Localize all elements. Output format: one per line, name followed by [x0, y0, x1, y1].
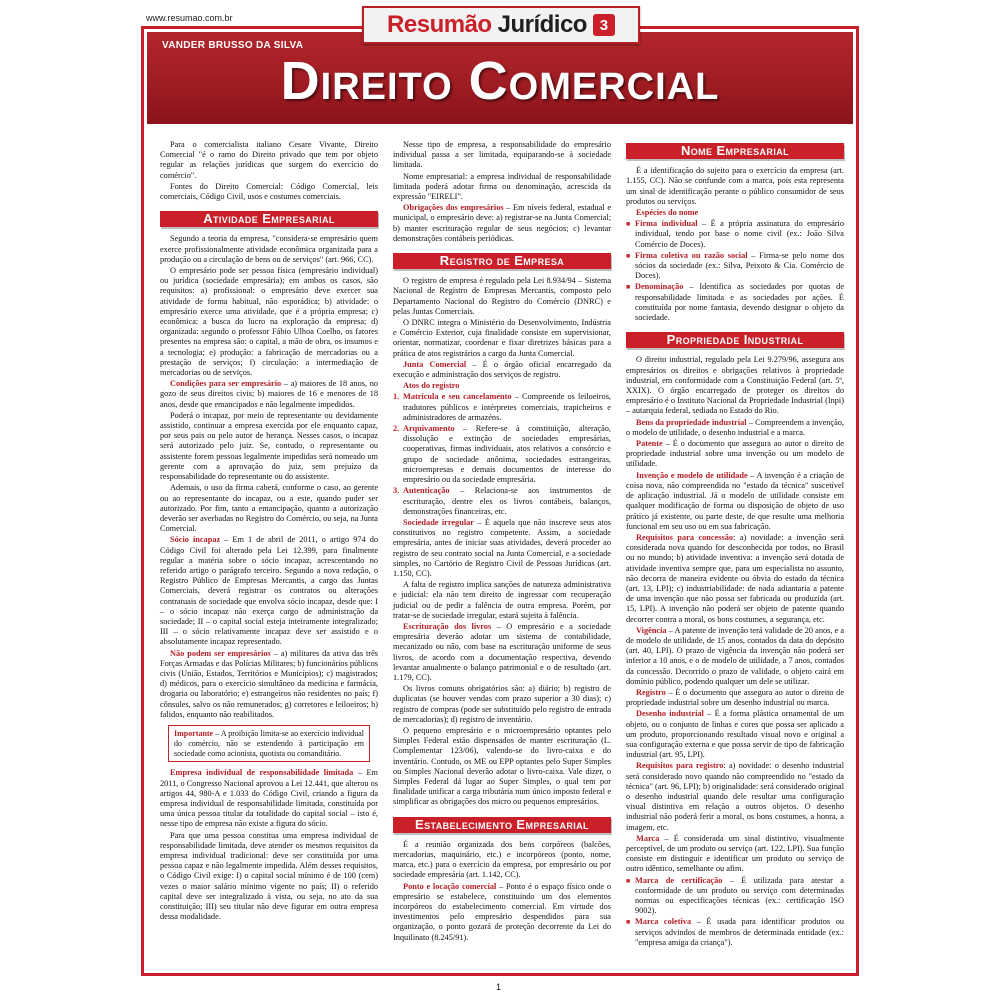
inline-text: – Compreende os leiloeiros, tradutores públicos e intérpretes comerciais, trapicheiros e administradores de armazéns.	[403, 392, 612, 422]
inline-label: Vigência	[636, 625, 667, 635]
inline-label: Empresa individual de responsabilidade limitada	[170, 768, 354, 778]
list-item	[393, 486, 611, 517]
author-name: VANDER BRUSSO DA SILVA	[162, 40, 304, 51]
inline-label: Sócio incapaz	[170, 535, 221, 545]
inline-label: Desenho industrial	[636, 709, 704, 719]
inline-label: Registro	[636, 687, 666, 697]
inline-label: Matrícula e seu cancelamento	[403, 392, 512, 402]
paragraph	[626, 626, 844, 687]
paragraph	[160, 768, 378, 829]
paragraph: Nesse tipo de empresa, a responsabilidade do empresário individual passa a ser limitada, equiparando-se à sociedade limitada.	[393, 140, 611, 170]
inline-label: Obrigações dos empresários	[403, 203, 504, 213]
inline-text: – É o órgão oficial encarregado da execução e administração dos serviços de registro.	[393, 359, 612, 380]
inline-label: Requisitos para concessão	[636, 532, 734, 542]
inline-text: : a) novidade: o desenho industrial será considerado novo quando não compreendido no "estado da técnica" (art. 96, LPI); b) originalidade: será considerado original o desenho industrial quando dele resultar uma configuração visual distintiva em relação a outros objetos. O desenho industrial não poderá ferir a moral, os bons costumes, a honra, a imagem, etc.	[626, 761, 845, 832]
paragraph	[393, 622, 611, 683]
inline-text: – Compreendem a invenção, o modelo de utilidade, o desenho industrial e a marca.	[626, 417, 844, 437]
paragraph	[393, 203, 611, 244]
paragraph	[393, 360, 611, 380]
inline-label: Firma individual	[635, 219, 698, 229]
inline-text: – É utilizada para atestar a conformidade de um produto ou serviço com determinadas normas ou especificações técnicas (ex.: certificação ISO 9002).	[635, 875, 844, 916]
inline-label: Invenção e modelo de utilidade	[636, 470, 748, 480]
important-note-box	[168, 725, 370, 762]
paragraph: Poderá o incapaz, por meio de representante ou devidamente assistido, continuar a empresa exercida por ele enquanto capaz, por seus pais ou pelo autor de herança. Nesses casos, o incapaz será autorizado pelo juiz. Se, contudo, o representante ou assistente forem pessoas legalmente impedidas será nomeado um gerente com a aprovação do juiz, sem prejuízo da responsabilidade do representante ou do assistente.	[160, 410, 378, 482]
item-number: 3.	[393, 486, 400, 496]
paragraph	[626, 834, 844, 875]
section-heading-atividade-empresarial: Atividade Empresarial	[160, 211, 378, 227]
page-number: 1	[496, 982, 502, 992]
inline-label: Autenticação	[403, 486, 450, 496]
inline-label: Sociedade irregular	[403, 517, 474, 527]
section-heading-propriedade-industrial: Propriedade Industrial	[626, 332, 844, 348]
inline-text: – A invenção é a criação de coisa nova, não compreendida no "estado da técnica" suscetível de aplicação industrial. Já o modelo de utilidade consiste em qualquer modificação de forma ou disposição de objeto de uso prático já existente, ou parte deste, de que resulte uma melhoria funcional em seu uso ou em sua fabricação.	[626, 470, 844, 531]
inline-label: Denominação	[635, 282, 684, 292]
column-3	[626, 140, 844, 949]
site-url: www.resumao.com.br	[146, 13, 233, 23]
inline-text: – a) militares da ativa das três Forças Armadas e das Polícias Militares; b) funcionários públicos civis (União, Estados, Territórios e Municípios); c) magistrados; d) médicos, para o exercício simultâneo da medicina e farmácia, drogaria ou laboratório; e) estrangeiros não residentes no país; f) cônsules, salvo os não remunerados; g) corretores e leiloeiros; h) falidos, enquanto não reabilitados.	[160, 648, 378, 719]
section-heading-estabelecimento-empresarial: Estabelecimento Empresarial	[393, 817, 611, 833]
inline-text: – É a forma plástica ornamental de um objeto, ou o conjunto de linhas e cores que possa ser aplicado a um produto, proporcionando resultado visual novo e original a sua configuração externa e que possa servir de tipo de fabricação industrial (art. 95, LPI).	[626, 709, 844, 760]
inline-text: – É a própria assinatura do empresário individual, tendo por base o nome civil (ex.: João Silva Comércio de Doces).	[635, 219, 844, 249]
paragraph: O direito industrial, regulado pela Lei 9.279/96, assegura aos empresários os direitos e obrigações relativos à propriedade industrial, em conformidade com a Constituição Federal (art. 5º, XXIX). O órgão encarregado de proteger os direitos do empresário é o Instituto Nacional da Propriedade Industrial (Inpi) – autarquia federal, sediada no Estado do Rio.	[626, 355, 844, 416]
inline-text: – Refere-se à constituição, alteração, dissolução e extinção de sociedades empresárias, cooperativas, firmas individuais, atos relativos a consórcio e grupo de sociedade anônima, sociedades estrangeiras, microempresas e demais documentos de interesse do empresário ou da sociedade empresária.	[403, 424, 611, 485]
paragraph	[626, 439, 844, 470]
list-item	[626, 251, 844, 282]
paragraph	[393, 882, 611, 943]
paragraph: Nome empresarial: a empresa individual de responsabilidade limitada poderá adotar firma ou denominação, acrescida da expressão "EIRELI".	[393, 171, 611, 202]
paragraph	[626, 688, 844, 708]
inline-label: Arquivamento	[403, 424, 455, 434]
paragraph	[393, 518, 611, 579]
paragraph: O DNRC integra o Ministério do Desenvolvimento, Indústria e Comércio Exterior, cuja finalidade consiste em supervisionar, orientar, normatizar, coordenar e fixar diretrizes básicas para a prática de atos registrários a cargo da Junta Comercial.	[393, 318, 611, 358]
item-number: 1.	[393, 392, 400, 402]
inline-text: – Em 2011, o Congresso Nacional aprovou a Lei 12.441, que alterou os artigos 44, 980-A e 1.033 do Código Civil, criando a figura da empresa individual de responsabilidade limitada, constituída por uma única pessoa titular da totalidade do capital social – isto é, nesse tipo de empresa não existe a figura do sócio.	[160, 768, 378, 829]
inline-label: Marca de certificação	[635, 875, 723, 885]
inline-label: Junta Comercial	[403, 359, 467, 369]
inline-text: – A patente de invenção terá validade de 20 anos, e a de modelo de utilidade, de 15 anos, contados da data do depósito (art. 40, LPI). O prazo de vigência da invenção não poderá ser inferior a 10 anos, e o de modelo de utilidade, a 7 anos, contados da concessão. Decorrido o prazo de validade, o objeto cairá em domínio público, podendo qualquer um dele se utilizar.	[626, 625, 845, 686]
inline-label: Requisitos para registro	[636, 761, 724, 771]
inline-text: – Relaciona-se aos instrumentos de escrituração, dentre eles os livros contábeis, balanços, demonstrações financeiras, etc.	[403, 486, 611, 516]
paragraph: Segundo a teoria da empresa, "considera-se empresário quem exerce profissionalmente atividade econômica organizada para a produção ou a circulação de bens ou de serviços" (art. 966, CC).	[160, 234, 378, 264]
paragraph	[160, 379, 378, 410]
paragraph	[626, 761, 844, 832]
inline-text: – É aquela que não inscreve seus atos constitutivos no registro competente. Assim, a sociedade empresária, antes de iniciar suas atividades, deverá proceder ao registro de seu contrato social na Junta Comercial, e a sociedade simples, no Cartório de Registro Civil de Pessoas Jurídicas (art. 1.150, CC).	[393, 517, 612, 578]
paragraph: Ademais, o uso da firma caberá, conforme o caso, ao gerente ou ao representante do incapaz, ou a este, quando puder ser autorizado. Por fim, tanto a emancipação, quanto a autorização deverão ser averbadas no Registro do Comércio, ou seja, na Junta Comercial.	[160, 483, 378, 534]
paragraph: O registro de empresa é regulado pela Lei 8.934/94 – Sistema Nacional de Registro de Empresas Mercantis, composto pelo Departamento Nacional do Registro do Comércio (DNRC) e pelas Juntas Comerciais.	[393, 276, 611, 316]
subheading-especies-do-nome	[626, 208, 844, 218]
list-item	[626, 917, 844, 948]
list-item	[626, 219, 844, 250]
inline-label: Condições para ser empresário	[170, 379, 282, 389]
list-item	[393, 424, 611, 485]
inline-text: – a) maiores de 18 anos, no gozo de seus direitos civis; b) maiores de 16 e menores de 18 anos, desde que emancipados e não legalmente impedidos.	[160, 379, 378, 409]
column-1	[160, 140, 378, 923]
paragraph: A falta de registro implica sanções de natureza administrativa e judicial: ela não tem direito de ingressar com recuperação judicial ou de pedir a falência de outra empresa. Porém, por tratar-se de sociedade irregular, estará sujeita à falência.	[393, 580, 611, 620]
inline-text: – É considerada um sinal distintivo, visualmente perceptível, de um produto ou serviço (art. 122, LPI). Sua função consiste em distinguir e identificar um produto ou serviço de outro idêntico, semelhante ou afim.	[626, 833, 844, 874]
section-heading-nome-empresarial: Nome Empresarial	[626, 143, 844, 159]
paragraph	[626, 709, 844, 760]
inline-text: – É o documento que assegura ao autor o direito de propriedade industrial sobre um desenho industrial ou marca.	[626, 687, 844, 708]
note-label: Importante	[174, 728, 214, 738]
intro-paragraph: Para o comercialista italiano Cesare Vivante, Direito Comercial "é o ramo do Direito privado que tem por objeto regular as relações jurídicas que surgem do exercício do comércio".	[160, 140, 378, 180]
inline-text: : a) novidade: a invenção será considerada nova quando for desconhecida por todos, no Brasil ou no mundo; b) atividade inventiva: a invenção será dotada de atividade inventiva sempre que, para um especialista no assunto, não decorra de maneira evidente ou óbvia do estado da técnica (art. 13, LPI); c) industriabilidade: de nada adiantaria a patente de uma invenção que não possa ser fabricada ou produzida (art. 15, LPI). A invenção não poderá ser objeto de patente quando decorrer contra a moral, os bons costumes, a segurança, etc.	[626, 532, 844, 624]
logo-word-resumao: Resumão	[387, 11, 492, 38]
list-item	[626, 282, 844, 323]
inline-text: – Em níveis federal, estadual e municipal, o empresário deve: a) registrar-se na Junta Comercial; b) manter escrituração regular de seus negócios; c) levantar demonstrações contábeis periódicas.	[393, 203, 612, 243]
paragraph	[626, 533, 844, 625]
inline-text: – Firma-se pelo nome dos sócios da sociedade (ex.: Silva, Peixoto & Cia. Comércio de Doces).	[635, 250, 844, 281]
list-item	[393, 392, 611, 423]
paragraph	[160, 535, 378, 647]
inline-label: Espécies do nome	[636, 208, 699, 218]
series-logo	[362, 6, 640, 44]
inline-label: Bens da propriedade industrial	[636, 417, 747, 427]
logo-number-badge: 3	[593, 14, 615, 36]
intro-sources: Fontes do Direito Comercial: Código Comercial, leis comerciais, Código Civil, usos e costumes comerciais.	[160, 181, 378, 202]
page-title: Direito Comercial	[280, 51, 720, 111]
paragraph: O pequeno empresário e o microempresário optantes pelo Simples Federal estão dispensados de manter escrituração (L. Complementar 123/06), valendo-se do livro-caixa e do inventário. Contudo, os ME ou EPP optantes pelo Super Simples ou Simples Nacional deverão adotar o livro-caixa. Vale dizer, o Simples Federal dá lugar ao Super Simples, o qual tem por finalidade unificar a carga tributária num único imposto federal e simplificar as obrigações dos micro ou pequenos empresários.	[393, 725, 611, 807]
paragraph	[160, 649, 378, 720]
column-2	[393, 140, 611, 944]
list-item	[626, 876, 844, 917]
inline-label: Firma coletiva ou razão social	[635, 250, 748, 260]
inline-label: Escrituração dos livros	[403, 621, 492, 631]
subheading-atos-do-registro	[393, 381, 611, 391]
paragraph	[626, 418, 844, 438]
inline-text: – É usada para identificar produtos ou serviços advindos de membros de determinada entidade (ex.: "empresa amiga da criança").	[635, 917, 844, 947]
paragraph: O empresário pode ser pessoa física (empresário individual) ou jurídica (sociedade empresária); em ambos os casos, são requisitos: a) profissional: o empresário deve exercer sua atividade de forma habitual, não esporádica; b) atividade: o empresário exerce uma atividade, que é a própria empresa; c) econômica: a busca do lucro na exploração da empresa; d) organizada: segundo o professor Fábio Ulhoa Coelho, os fatores presentes na empresa são: o capital, a mão de obra, os insumos e a tecnologia; e) produção: a fabricação de mercadorias ou a prestação de serviços; f) circulação: a intermediação de mercadorias ou de serviços.	[160, 266, 378, 378]
inline-label: Marca coletiva	[635, 917, 692, 927]
paragraph: Os livros comuns obrigatórios são: a) diário; b) registro de duplicatas (se houver vendas com prazo superior a 30 dias); c) registro de compras (pode ser substituído pelo registro de entrada de mercadorias); d) registro de inventário.	[393, 684, 611, 724]
inline-label: Atos do registro	[403, 381, 460, 391]
inline-label: Patente	[636, 439, 663, 449]
paragraph: É a identificação do sujeito para o exercício da empresa (art. 1.155, CC). Não se confunde com a marca, pois esta representa um sinal de identificação perante o público consumidor de seus produtos ou serviços.	[626, 166, 844, 206]
section-heading-registro-de-empresa: Registro de Empresa	[393, 253, 611, 269]
logo-word-juridico: Jurídico	[497, 11, 587, 38]
inline-text: – É o documento que assegura ao autor o direito de propriedade industrial sobre uma invenção ou um modelo de utilidade.	[626, 439, 844, 469]
inline-label: Ponto e locação comercial	[403, 881, 497, 891]
paragraph: É a reunião organizada dos bens corpóreos (balcões, mercadorias, maquinário, etc.) e incorpóreos (ponto, nome, marca, etc.) para o exercício da empresa, por empresário ou por sociedade empresária (art. 1.142, CC).	[393, 839, 611, 880]
paragraph: Para que uma pessoa constitua uma empresa individual de responsabilidade limitada, deve atender os mesmos requisitos da empresa individual tradicional: deve ser constituída por uma pessoa capaz e não legalmente impedida. Além desses requisitos, o Código Civil exige: I) o capital social mínimo é de 100 (cem) vezes o maior salário mínimo vigente no país; II) o referido capital deve ser integralizado à vista, ou seja, no ato da sua constituição; III) seu titular não deve figurar em outra empresa dessa modalidade.	[160, 830, 378, 922]
inline-text: – Identifica as sociedades por quotas de responsabilidade limitada e as sociedades por ações. É constituída por nome fantasia, devendo designar o objeto da sociedade.	[635, 282, 844, 323]
note-text: – A proibição limita-se ao exercício individual do comércio, não se estendendo à participação em sociedade como acionista, quotista ou comanditário.	[174, 728, 365, 758]
inline-label: Marca	[636, 833, 660, 843]
inline-label: Não podem ser empresários	[170, 648, 271, 658]
inline-text: – Em 1 de abril de 2011, o artigo 974 do Código Civil foi alterado pela Lei 12.399, para finalmente regular a matéria sobre o sócio incapaz, acrescentando no referido artigo o parágrafo terceiro. Segundo a nova redação, o Registro Público de Empresas Mercantis, a cargo das Juntas Comerciais, deverá registrar os contratos ou alterações contratuais de sociedade que envolva sócio incapaz, desde que: I – o sócio incapaz não exerça cargo de administração da sociedade; II – o capital social esteja inteiramente integralizado; III – o sócio relativamente incapaz deve ser assistido e o absolutamente incapaz representado.	[160, 535, 379, 647]
inline-text: – O empresário e a sociedade empresária deverão adotar um sistema de contabilidade, mecanizado ou não, com base na escrituração uniforme de seus livros, de acordo com a documentação respectiva, devendo levantar anualmente o balanço patrimonial e o de resultado (art. 1.179, CC).	[393, 621, 611, 682]
inline-text: – Ponto é o espaço físico onde o empresário se estabelece, constituindo um dos elementos incorpóreos do estabelecimento comercial. Em virtude dos investimentos pelo empresário despendidos para sua organização, o ponto gozará de proteção decorrente da Lei do Inquilinato (8.245/91).	[393, 881, 611, 942]
paragraph	[626, 471, 844, 532]
item-number: 2.	[393, 424, 400, 434]
